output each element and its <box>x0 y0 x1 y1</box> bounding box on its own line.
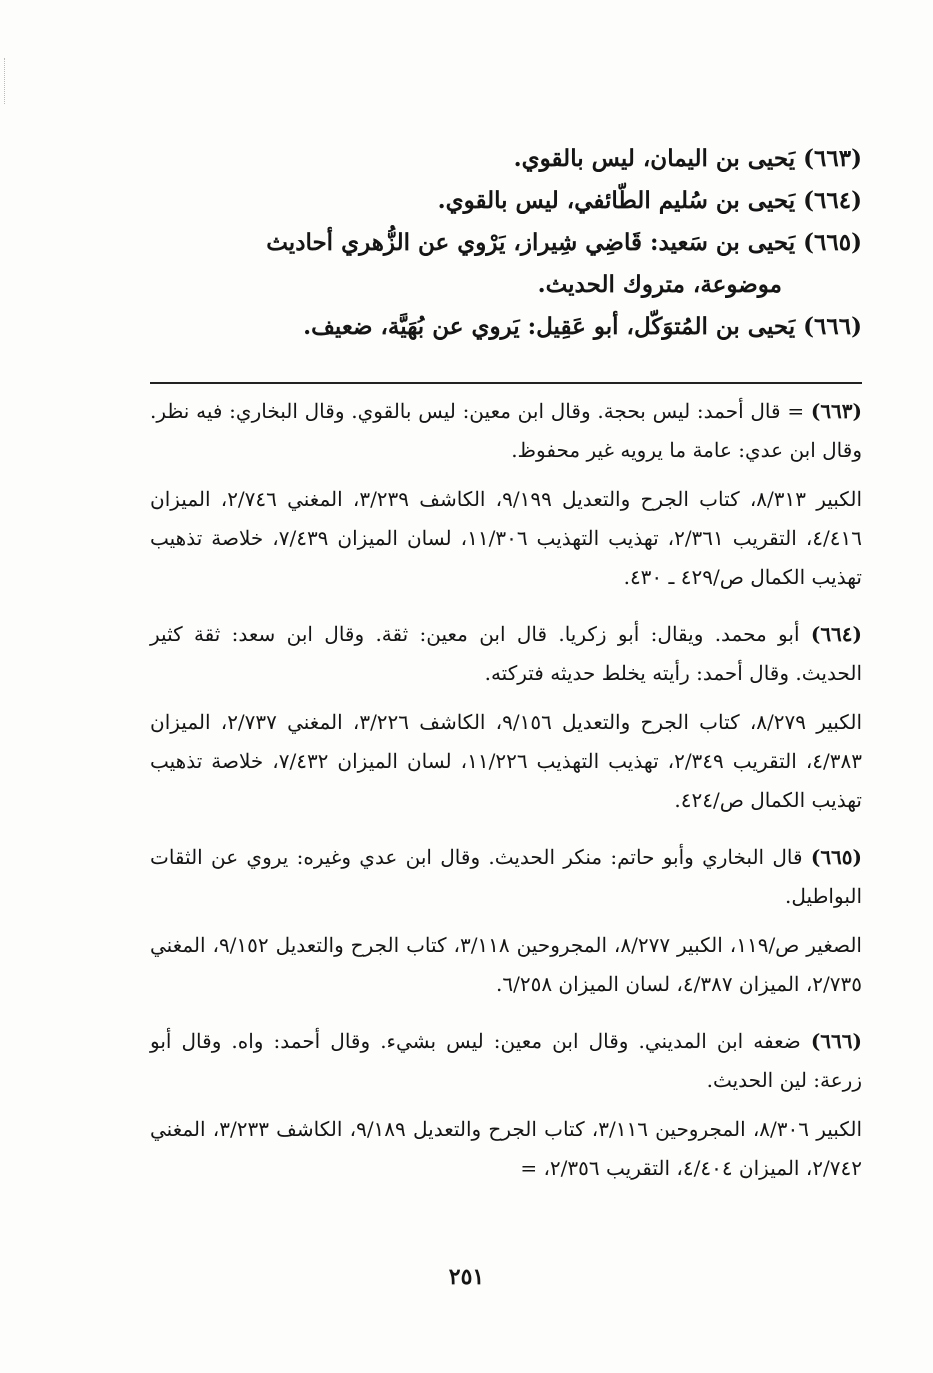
footnote-665 <box>150 838 862 1004</box>
footnote-body: قال البخاري وأبو حاتم: منكر الحديث. وقال ابن عدي وغيره: يروي عن الثقات البواطيل. <box>150 845 862 908</box>
footnote-body: = قال أحمد: ليس بحجة. وقال ابن معين: ليس بالقوي. وقال البخاري: فيه نظر. وقال ابن عدي: عامة ما يرويه غير محفوظ. <box>150 399 862 462</box>
entry-number: (٦٦٥) <box>803 229 862 256</box>
entry-number: (٦٦٦) <box>803 313 862 340</box>
footnote-text <box>150 392 862 470</box>
footnote-references: الكبير ٨/٣١٣، كتاب الجرح والتعديل ٩/١٩٩، الكاشف ٣/٢٣٩، المغني ٢/٧٤٦، الميزان ٤/٤١٦، التقريب ٢/٣٦١، تهذيب التهذيب ١١/٣٠٦، لسان الميزان ٧/٤٣٩، خلاصة تذهيب تهذيب الكمال ص/٤٢٩ ـ ٤٣٠. <box>150 487 862 589</box>
footnote-number: (٦٦٦) <box>810 1029 862 1053</box>
entry-664 <box>150 180 862 222</box>
footnote-number: (٦٦٥) <box>810 845 863 869</box>
footnote-663 <box>150 392 862 597</box>
entry-665-continued: موضوعة، متروك الحديث. <box>537 271 782 298</box>
main-entries <box>150 138 862 348</box>
entry-number: (٦٦٤) <box>803 187 862 214</box>
entry-text: يَحيى بن سُليم الطّائفي، ليس بالقوي. <box>437 187 796 214</box>
footnote-666 <box>150 1022 862 1188</box>
entry-number: (٦٦٣) <box>803 145 862 172</box>
footnote-references: الصغير ص/١١٩، الكبير ٨/٢٧٧، المجروحين ٣/١١٨، كتاب الجرح والتعديل ٩/١٥٢، المغني ٢/٧٣٥، الميزان ٤/٣٨٧، لسان الميزان ٦/٢٥٨. <box>150 933 862 996</box>
entry-text: يَحيى بن المُتوَكّل، أبو عَقِيل: يَروي عن بُهَيَّة، ضعيف. <box>303 313 796 340</box>
footnote-text <box>150 1022 862 1100</box>
footnote-664 <box>150 615 862 820</box>
footnote-number: (٦٦٤) <box>810 622 863 646</box>
footnote-body: أبو محمد. ويقال: أبو زكريا. قال ابن معين: ثقة. وقال ابن سعد: ثقة كثير الحديث. وقال أحمد: رأيته يخلط حديثه فتركته. <box>150 622 862 685</box>
footnote-body: ضعفه ابن المديني. وقال ابن معين: ليس بشيء. وقال أحمد: واه. وقال أبو زرعة: لين الحديث. <box>150 1029 862 1092</box>
footnote-text <box>150 615 862 693</box>
entry-663 <box>150 138 862 180</box>
page-body <box>150 138 862 1206</box>
scan-edge-mark <box>4 58 11 104</box>
entry-665 <box>150 222 862 264</box>
footnote-references: الكبير ٨/٣٠٦، المجروحين ٣/١١٦، كتاب الجرح والتعديل ٩/١٨٩، الكاشف ٣/٢٣٣، المغني ٢/٧٤٢، الميزان ٤/٤٠٤، التقريب ٢/٣٥٦، = <box>150 1117 863 1180</box>
entry-text: يَحيى بن سَعيد: قَاضِي شِيراز، يَرْوي عن الزُّهري أحاديث <box>266 229 796 256</box>
footnote-references: الكبير ٨/٢٧٩، كتاب الجرح والتعديل ٩/١٥٦، الكاشف ٣/٢٢٦، المغني ٢/٧٣٧، الميزان ٤/٣٨٣، التقريب ٢/٣٤٩، تهذيب التهذيب ١١/٢٢٦، لسان الميزان ٧/٤٣٢، خلاصة تذهيب تهذيب الكمال ص/٤٢٤. <box>150 710 862 812</box>
footnote-divider <box>150 382 862 384</box>
page-number: ٢٥١ <box>448 1264 485 1290</box>
footnotes <box>150 392 862 1188</box>
footnote-number: (٦٦٣) <box>810 399 863 423</box>
entry-666 <box>150 306 862 348</box>
footnote-text <box>150 838 862 916</box>
entry-text: يَحيى بن اليمان، ليس بالقوي. <box>513 145 796 172</box>
